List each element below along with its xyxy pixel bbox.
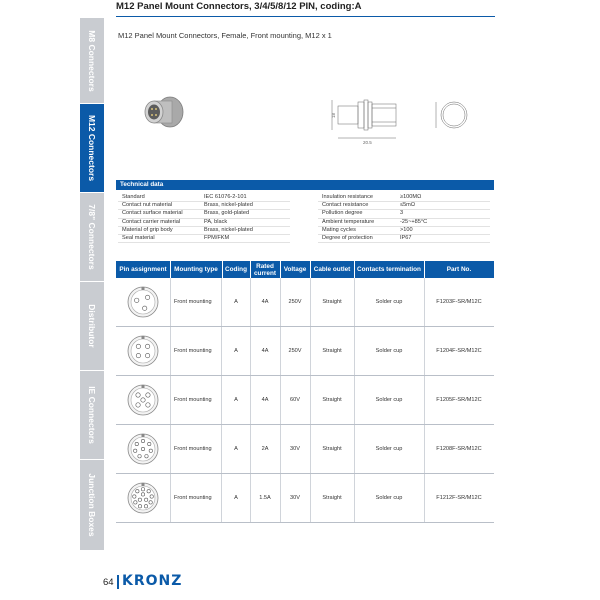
coding-cell: A	[222, 376, 251, 424]
spec-row	[318, 235, 490, 243]
spec-value: Brass, gold-plated	[204, 210, 250, 217]
pin-contact	[150, 495, 153, 498]
table-row	[116, 474, 494, 523]
part-no-cell: F1208F-SR/M12C	[436, 446, 482, 452]
spec-value: IP67	[400, 234, 412, 241]
spec-value: >100	[400, 226, 413, 233]
pin-assignment-cell	[116, 425, 171, 473]
spec-value: ≤5mΩ	[400, 202, 416, 209]
pin-contact	[149, 501, 152, 504]
tab-junction-boxes[interactable]	[80, 460, 104, 551]
part-no-cell: F1205F-SR/M12C	[436, 397, 482, 403]
mounting-type-cell: Front mounting	[170, 474, 222, 522]
pin-contact	[136, 393, 140, 397]
cable-outlet-cell: Straight	[310, 425, 355, 473]
pin-contact	[141, 398, 145, 402]
col-part-no: Part No.	[446, 266, 472, 273]
mounting-type-cell: Front mounting	[170, 425, 222, 473]
spec-value: Brass, nickel-plated	[204, 202, 253, 209]
pin-layout-icon	[126, 334, 160, 368]
pin-assignment-cell	[116, 376, 171, 424]
table-row	[116, 376, 494, 425]
tab-label: Distributor	[87, 304, 97, 348]
pin-contact	[141, 447, 144, 450]
table-body	[116, 278, 494, 523]
pin-contact	[135, 442, 138, 445]
spec-key: Pollution degree	[322, 210, 363, 217]
mounting-type-cell: Front mounting	[170, 278, 222, 326]
dim-width: 20.5	[363, 140, 372, 145]
connector-photo	[140, 92, 186, 132]
spec-key: Mating cycles	[322, 226, 356, 233]
pin-assignment-cell	[116, 474, 171, 522]
tab-distributor[interactable]	[80, 282, 104, 371]
cable-outlet-cell: Straight	[310, 327, 355, 375]
spec-key: Contact nut material	[122, 202, 173, 209]
spec-row	[318, 210, 490, 218]
pin-contact	[134, 449, 137, 452]
pin-contact	[136, 344, 140, 348]
spec-row	[318, 202, 490, 210]
spec-row	[118, 202, 290, 210]
spec-row	[118, 227, 290, 235]
mounting-type-cell: Front mounting	[170, 376, 222, 424]
pin-contact	[145, 344, 149, 348]
dimension-drawing	[312, 92, 482, 148]
pin-layout-icon	[126, 481, 160, 515]
pin-contact	[145, 295, 149, 299]
pin-contact	[135, 298, 139, 302]
pin-contact	[145, 353, 149, 357]
spec-key: Contact resistance	[322, 202, 369, 209]
pin-contact	[138, 455, 141, 458]
pin-assignment-cell	[116, 278, 171, 326]
tab-label: 7/8" Connectors	[87, 204, 97, 270]
pin-contact	[144, 498, 147, 501]
spec-value: 3	[400, 210, 404, 217]
table-header	[116, 261, 494, 278]
col-cable-outlet: Cable outlet	[310, 261, 355, 278]
pin-contact	[142, 306, 146, 310]
col-voltage: Voltage	[280, 261, 311, 278]
pin-contact	[136, 490, 139, 493]
spec-value: IEC 61076-2-101	[204, 194, 247, 200]
tab-label: M8 Connectors	[87, 29, 97, 92]
product-table	[116, 261, 494, 523]
spec-key: Ambient temperature	[322, 218, 375, 225]
spec-row	[318, 227, 490, 235]
spec-row	[118, 235, 290, 243]
rated-current-cell: 4A	[250, 376, 281, 424]
product-subtitle: M12 Panel Mount Connectors, Female, Front mounting, M12 x 1	[118, 31, 332, 40]
pin-layout-icon	[126, 285, 160, 319]
spec-value: FPM/FKM	[204, 234, 230, 241]
pin-contact	[141, 439, 144, 442]
coding-cell: A	[222, 425, 251, 473]
spec-value: Brass, nickel-plated	[204, 226, 253, 233]
technical-data-right	[318, 194, 490, 243]
pin-layout-icon	[126, 432, 160, 466]
part-no-cell: F1204F-SR/M12C	[436, 348, 482, 354]
page-header	[116, 0, 495, 17]
pin-contact	[148, 442, 151, 445]
coding-cell: A	[222, 474, 251, 522]
pin-contact	[149, 449, 152, 452]
tab-label: IE Connectors	[87, 386, 97, 444]
cable-outlet-cell: Straight	[310, 278, 355, 326]
voltage-cell: 250V	[280, 327, 311, 375]
page-number: 64	[103, 577, 114, 588]
pin-contact	[146, 393, 150, 397]
mounting-type-cell: Front mounting	[170, 327, 222, 375]
spec-value: ≥100MΩ	[400, 194, 422, 200]
voltage-cell: 30V	[280, 425, 311, 473]
spec-row	[318, 194, 490, 202]
spec-value: PA, black	[204, 218, 228, 225]
voltage-cell: 250V	[280, 278, 311, 326]
spec-key: Insulation resistance	[322, 194, 373, 200]
tab-ie-connectors[interactable]	[80, 371, 104, 460]
contacts-termination-cell: Solder cup	[354, 327, 425, 375]
spec-key: Standard	[122, 194, 145, 200]
spec-row	[118, 210, 290, 218]
pin-contact	[144, 505, 147, 508]
rated-current-cell: 2A	[250, 425, 281, 473]
spec-key: Seal material	[122, 234, 155, 241]
col-mounting-type: Mounting type	[170, 261, 223, 278]
voltage-cell: 30V	[280, 474, 311, 522]
spec-key: Material of grip body	[122, 226, 173, 233]
contacts-termination-cell: Solder cup	[354, 278, 425, 326]
tab-7-8-connectors[interactable]	[80, 193, 104, 282]
tab-label: Junction Boxes	[87, 473, 97, 537]
part-no-cell: F1203F-SR/M12C	[436, 299, 482, 305]
col-rated-current: Rated current	[250, 261, 281, 278]
pin-assignment-cell	[116, 327, 171, 375]
rated-current-cell: 1.5A	[250, 474, 281, 522]
spec-key: Degree of protection	[322, 234, 373, 241]
rated-current-cell: 4A	[250, 327, 281, 375]
pin-contact	[138, 505, 141, 508]
cable-outlet-cell: Straight	[310, 376, 355, 424]
voltage-cell: 60V	[280, 376, 311, 424]
part-no-cell: F1212F-SR/M12C	[436, 495, 482, 501]
table-row	[116, 425, 494, 474]
col-coding: Coding	[222, 261, 251, 278]
pin-contact	[145, 455, 148, 458]
table-row	[116, 278, 494, 327]
spec-row	[118, 194, 290, 202]
tab-m8-connectors[interactable]	[80, 18, 104, 104]
col-pin-assignment: Pin assignment	[116, 261, 171, 278]
table-row	[116, 327, 494, 376]
pin-contact	[146, 403, 150, 407]
spec-key: Contact surface material	[122, 210, 183, 217]
spec-row	[318, 219, 490, 227]
coding-cell: A	[222, 278, 251, 326]
contacts-termination-cell: Solder cup	[354, 425, 425, 473]
cable-outlet-cell: Straight	[310, 474, 355, 522]
pin-contact	[136, 403, 140, 407]
technical-data-left	[118, 194, 290, 243]
spec-value: -25~+85°C	[400, 218, 428, 225]
col-contacts-termination: Contacts termination	[354, 261, 425, 278]
technical-data-heading	[116, 180, 494, 190]
contacts-termination-cell: Solder cup	[354, 474, 425, 522]
pin-contact	[141, 488, 144, 491]
tab-m12-connectors[interactable]	[80, 104, 104, 193]
logo-bar	[117, 575, 119, 589]
page-title: M12 Panel Mount Connectors, 3/4/5/8/12 PIN, coding:A	[116, 1, 362, 12]
pin-contact	[133, 495, 136, 498]
pin-contact	[141, 493, 144, 496]
tab-label: M12 Connectors	[87, 114, 97, 182]
dim-height: 18	[331, 112, 336, 118]
pin-layout-icon	[126, 383, 160, 417]
contacts-termination-cell: Solder cup	[354, 376, 425, 424]
rated-current-cell: 4A	[250, 278, 281, 326]
technical-data-title: Technical data	[120, 181, 164, 188]
pin-contact	[138, 498, 141, 501]
brand-logo: KRONZ	[122, 573, 183, 589]
pin-contact	[136, 353, 140, 357]
pin-contact	[134, 501, 137, 504]
spec-row	[118, 219, 290, 227]
coding-cell: A	[222, 327, 251, 375]
spec-key: Contact carrier material	[122, 218, 181, 225]
pin-contact	[147, 490, 150, 493]
